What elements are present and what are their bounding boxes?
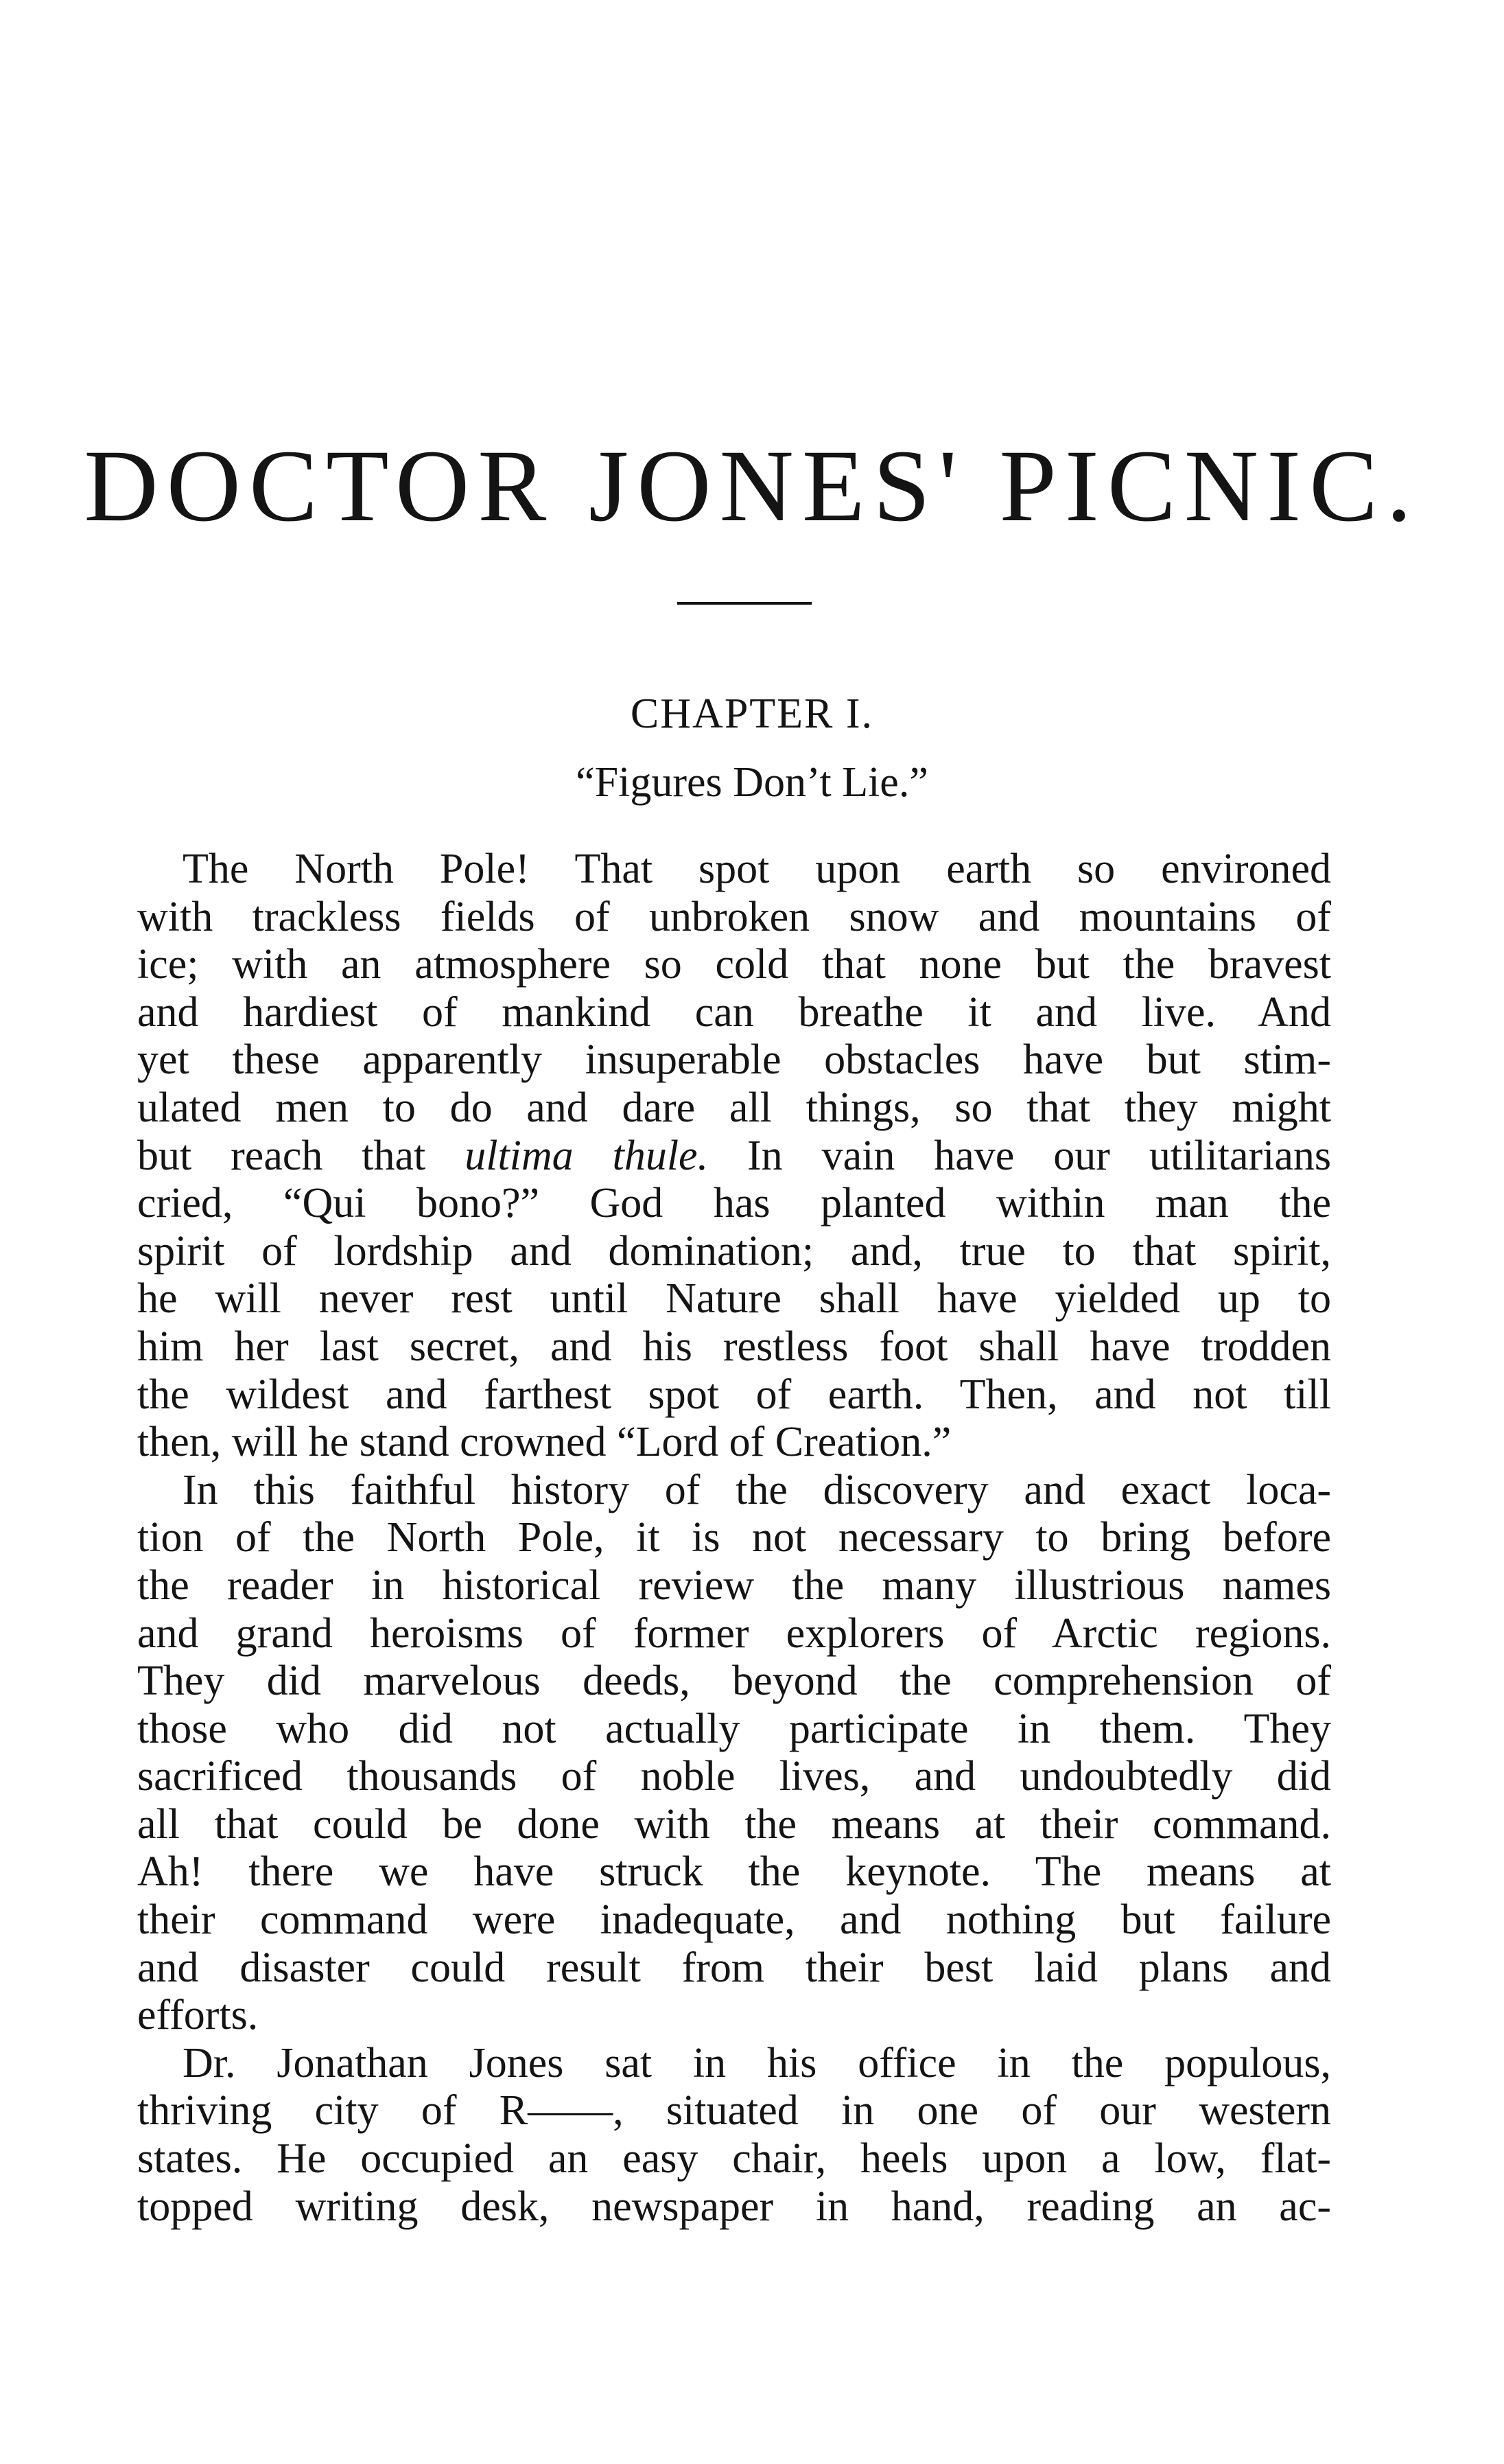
text-line: yet these apparently insuperable obstacles have but stim- bbox=[137, 1036, 1331, 1084]
text-line: In this faithful history of the discovery and exact loca- bbox=[183, 1466, 1331, 1513]
text-line: him her last secret, and his restless foot shall have trodden bbox=[137, 1323, 1331, 1370]
text-line: thriving city of R——, situated in one of our western bbox=[137, 2087, 1331, 2135]
title-divider bbox=[677, 602, 812, 605]
chapter-body bbox=[137, 846, 1331, 2231]
paragraph-3 bbox=[137, 2040, 1331, 2231]
text-line: tion of the North Pole, it is not necessary to bring before bbox=[137, 1514, 1331, 1561]
text-line: topped writing desk, newspaper in hand, reading an ac- bbox=[137, 2183, 1331, 2230]
text-line: Dr. Jonathan Jones sat in his office in the populous, bbox=[183, 2039, 1331, 2087]
text-line: those who did not actually participate in them. They bbox=[137, 1705, 1331, 1752]
text-segment: In vain have our utilitarians bbox=[708, 1132, 1331, 1179]
text-line: with trackless fields of unbroken snow and mountains of bbox=[137, 893, 1331, 940]
text-line: their command were inadequate, and nothing but failure bbox=[137, 1896, 1331, 1944]
text-segment: but reach that bbox=[137, 1132, 465, 1179]
text-line: ulated men to do and dare all things, so that they might bbox=[137, 1084, 1331, 1131]
italic-phrase: ultima thule. bbox=[465, 1132, 709, 1179]
text-line: Ah! there we have struck the keynote. The means at bbox=[137, 1848, 1331, 1896]
text-line: all that could be done with the means at their command. bbox=[137, 1800, 1331, 1848]
text-line: cried, “Qui bono?” God has planted within man the bbox=[137, 1180, 1331, 1227]
chapter-subtitle: “Figures Don’t Lie.” bbox=[576, 759, 928, 806]
text-line bbox=[137, 1132, 1331, 1181]
text-line: The North Pole! That spot upon earth so environed bbox=[183, 846, 1331, 892]
text-line: the wildest and farthest spot of earth. Then, and not till bbox=[137, 1371, 1331, 1418]
text-line: efforts. bbox=[137, 1992, 259, 2039]
text-line: ice; with an atmosphere so cold that none but the bravest bbox=[137, 941, 1331, 988]
text-line: spirit of lordship and domination; and, true to that spirit, bbox=[137, 1227, 1331, 1275]
text-line: states. He occupied an easy chair, heels upon a low, flat- bbox=[137, 2135, 1331, 2183]
paragraph-1 bbox=[137, 846, 1331, 1467]
chapter-heading: CHAPTER I. bbox=[630, 690, 874, 737]
text-line: sacrificed thousands of noble lives, and undoubtedly did bbox=[137, 1753, 1331, 1800]
book-title: DOCTOR JONES' PICNIC. bbox=[84, 429, 1420, 543]
text-line: then, will he stand crowned “Lord of Creation.” bbox=[137, 1419, 952, 1466]
text-line: They did marvelous deeds, beyond the comprehension of bbox=[137, 1658, 1331, 1705]
text-line: and disaster could result from their best laid plans and bbox=[137, 1944, 1331, 1991]
text-line: and grand heroisms of former explorers of Arctic regions. bbox=[137, 1609, 1331, 1657]
text-line: and hardiest of mankind can breathe it and live. And bbox=[137, 988, 1331, 1036]
paragraph-2 bbox=[137, 1467, 1331, 2040]
text-line: he will never rest until Nature shall have yielded up to bbox=[137, 1275, 1331, 1323]
text-line: the reader in historical review the many illustrious names bbox=[137, 1561, 1331, 1609]
